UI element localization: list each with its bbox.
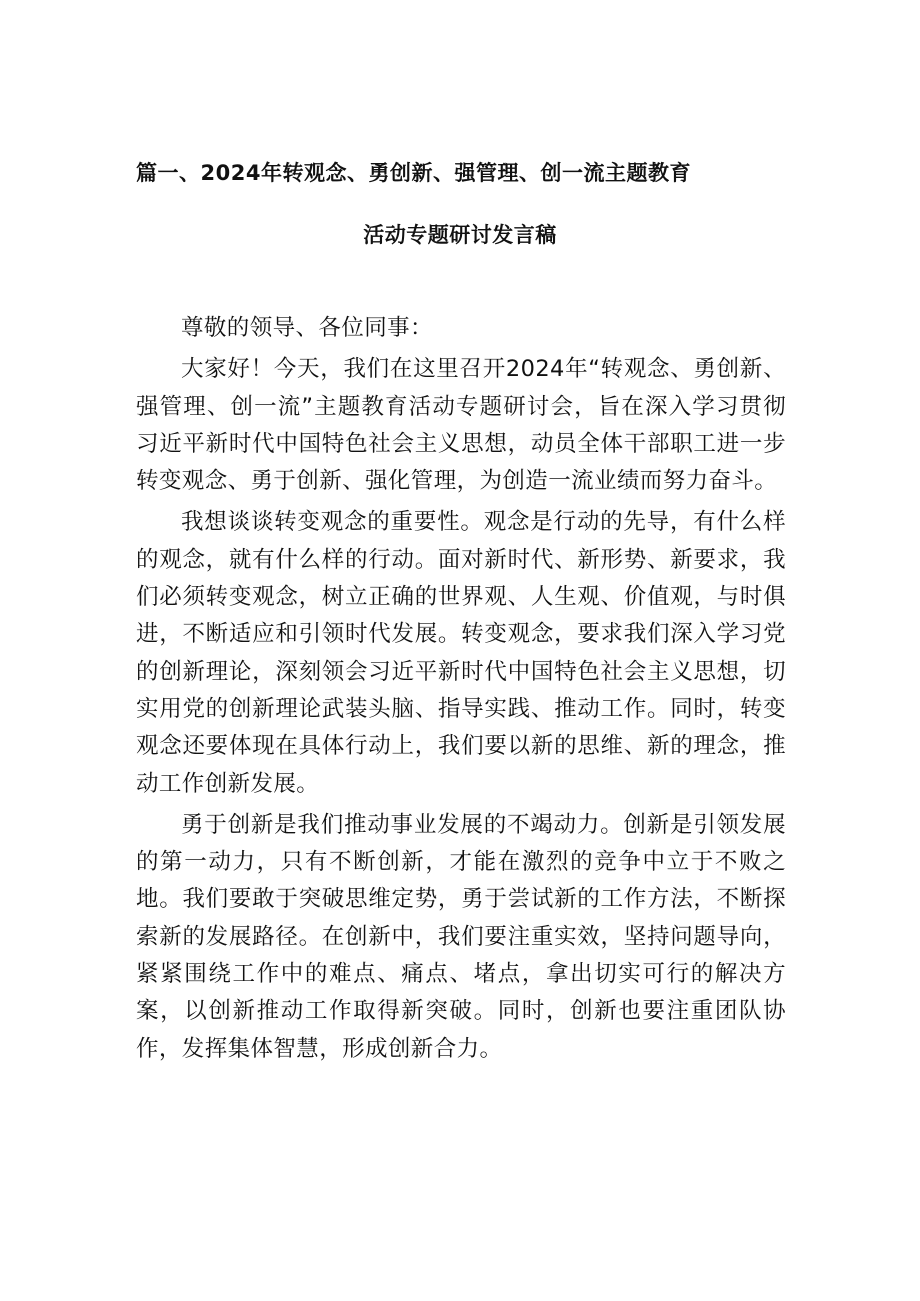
document-title-line-2: 活动专题研讨发言稿 [363, 223, 557, 247]
paragraph-change-mindset: 我想谈谈转变观念的重要性。观念是行动的先导，有什么样的观念，就有什么样的行动。面对新时代、新形势、新要求，我们必须转变观念，树立正确的世界观、人生观、价值观，与时俱进，不断适应和引领时代发展。转变观念，要求我们深入学习党的创新理论，深刻领会习近平新时代中国特色社会主义思想，切实用党的创新理论武装头脑、指导实践、推动工作。同时，转变观念还要体现在具体行动上，我们要以新的思维、新的理念，推动工作创新发展。 [136, 509, 786, 797]
document-title-line-1: 篇一、2024年转观念、勇创新、强管理、创一流主题教育 [136, 161, 691, 185]
salutation: 尊敬的领导、各位同事： [181, 315, 433, 341]
paragraph-opening: 大家好！今天，我们在这里召开2024年“转观念、勇创新、强管理、创一流”主题教育活动专题研讨会，旨在深入学习贯彻习近平新时代中国特色社会主义思想，动员全体干部职工进一步转变观念、勇于创新、强化管理，为创造一流业绩而努力奋斗。 [136, 356, 786, 495]
paragraph-innovation: 勇于创新是我们推动事业发展的不竭动力。创新是引领发展的第一动力，只有不断创新，才能在激烈的竞争中立于不败之地。我们要敢于突破思维定势，勇于尝试新的工作方法，不断探索新的发展路径。在创新中，我们要注重实效，坚持问题导向，紧紧围绕工作中的难点、痛点、堵点，拿出切实可行的解决方案，以创新推动工作取得新突破。同时，创新也要注重团队协作，发挥集体智慧，形成创新合力。 [136, 811, 786, 1062]
document-body [136, 310, 786, 1068]
